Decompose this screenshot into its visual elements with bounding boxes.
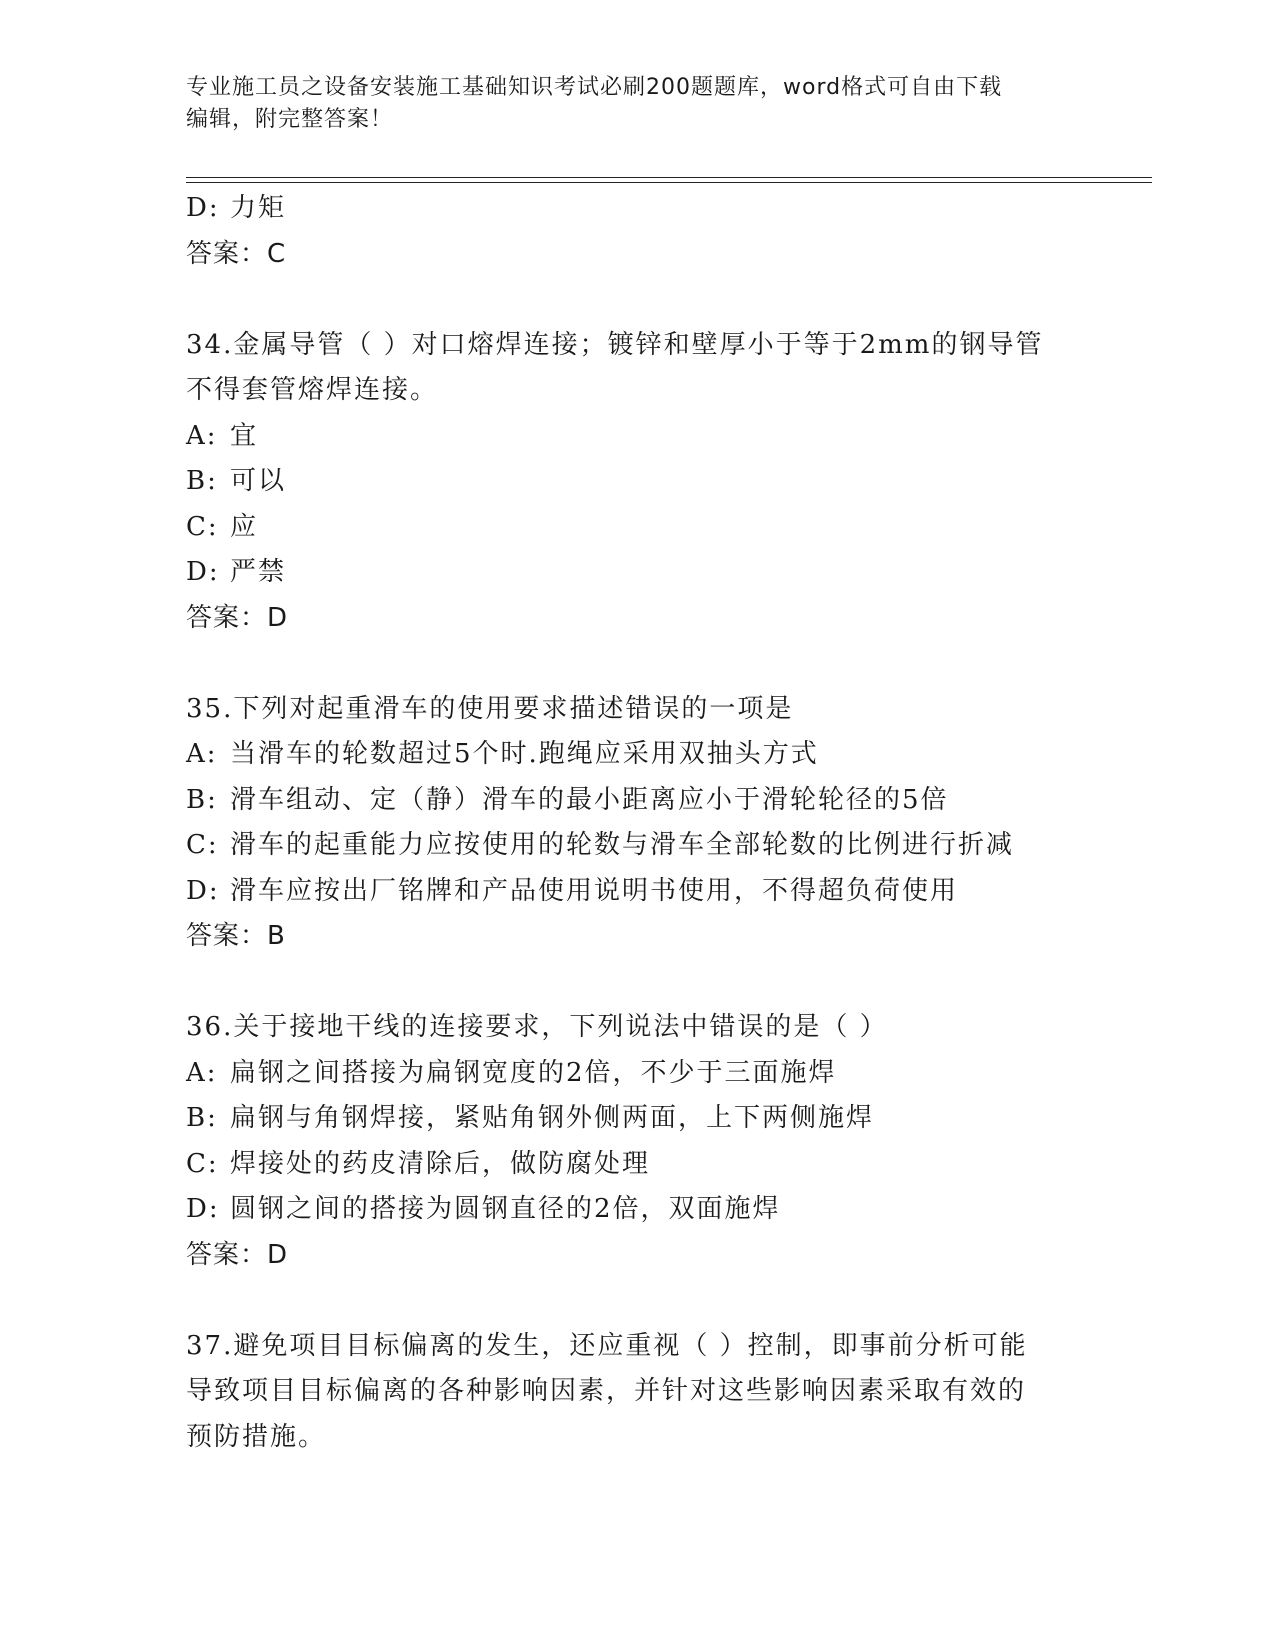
question-text-line: 预防措施。 <box>186 1421 327 1452</box>
option-text: 滑车组动、定（静）滑车的最小距离应小于滑轮轮径的5倍 <box>230 784 949 815</box>
answer-line: 答案：D <box>186 602 289 633</box>
answer-line: 答案：C <box>186 238 287 269</box>
option-key: A: <box>186 1057 218 1088</box>
header-line-1: 专业施工员之设备安装施工基础知识考试必刷200题题库，word格式可自由下载 <box>186 75 1003 100</box>
question-34 <box>186 323 1086 642</box>
header-rule-top <box>186 177 1152 178</box>
answer-line: 答案：D <box>186 1239 289 1270</box>
document-header <box>186 72 1086 136</box>
option-key: C: <box>186 830 219 860</box>
option-a <box>186 732 1086 778</box>
option-text: 圆钢之间的搭接为圆钢直径的2倍，双面施焊 <box>230 1194 781 1224</box>
option-b <box>186 778 1086 824</box>
question-text-line: 37.避免项目目标偏离的发生，还应重视（ ）控制，即事前分析可能 <box>186 1330 1028 1361</box>
option-key: B: <box>186 1103 218 1133</box>
option-text: 滑车的起重能力应按使用的轮数与滑车全部轮数的比例进行折减 <box>230 830 1015 860</box>
answer-line: 答案：B <box>186 921 286 951</box>
option-text: 滑车应按出厂铭牌和产品使用说明书使用，不得超负荷使用 <box>230 875 959 906</box>
option-a <box>186 414 1086 460</box>
header-rule-bottom <box>186 182 1152 183</box>
option-text: 严禁 <box>230 557 287 587</box>
option-d <box>186 1187 1086 1233</box>
option-text: 扁钢与角钢焊接，紧贴角钢外侧两面，上下两侧施焊 <box>230 1103 875 1133</box>
option-text: 力矩 <box>230 193 287 223</box>
option-key: D: <box>186 875 220 906</box>
option-text: 可以 <box>230 466 287 496</box>
option-c <box>186 505 1086 551</box>
option-c <box>186 1142 1086 1188</box>
option-text: 宜 <box>230 420 259 451</box>
option-text: 焊接处的药皮清除后，做防腐处理 <box>230 1148 651 1179</box>
question-text-line: 导致项目目标偏离的各种影响因素，并针对这些影响因素采取有效的 <box>186 1376 1027 1406</box>
option-d <box>186 550 1086 596</box>
option-key: A: <box>186 420 218 451</box>
header-line-2: 编辑，附完整答案！ <box>186 107 394 132</box>
question-text-line: 34.金属导管（ ）对口熔焊连接；镀锌和壁厚小于等于2mm的钢导管 <box>186 329 1044 360</box>
question-37 <box>186 1324 1086 1461</box>
question-35 <box>186 687 1086 960</box>
option-b <box>186 1096 1086 1142</box>
option-text: 扁钢之间搭接为扁钢宽度的2倍，不少于三面施焊 <box>230 1057 837 1088</box>
question-36 <box>186 1005 1086 1278</box>
spacer <box>186 277 1086 323</box>
spacer <box>186 1278 1086 1324</box>
option-c <box>186 823 1086 869</box>
option-text: 应 <box>230 511 259 542</box>
option-a <box>186 1051 1086 1097</box>
option-key: A: <box>186 739 218 769</box>
option-key: C: <box>186 1148 219 1179</box>
option-d <box>186 186 1086 232</box>
spacer <box>186 960 1086 1006</box>
option-key: D: <box>186 1194 220 1224</box>
question-text-line: 36.关于接地干线的连接要求，下列说法中错误的是（ ） <box>186 1012 888 1042</box>
option-key: C: <box>186 511 219 542</box>
option-key: D: <box>186 557 220 587</box>
document-body <box>186 186 1086 1460</box>
option-key: D: <box>186 193 220 223</box>
option-d <box>186 869 1086 915</box>
option-text: 当滑车的轮数超过5个时.跑绳应采用双抽头方式 <box>230 739 819 769</box>
question-text-line: 不得套管熔焊连接。 <box>186 375 439 405</box>
question-text-line: 35.下列对起重滑车的使用要求描述错误的一项是 <box>186 693 794 724</box>
option-key: B: <box>186 784 218 815</box>
option-key: B: <box>186 466 218 496</box>
option-b <box>186 459 1086 505</box>
spacer <box>186 641 1086 687</box>
